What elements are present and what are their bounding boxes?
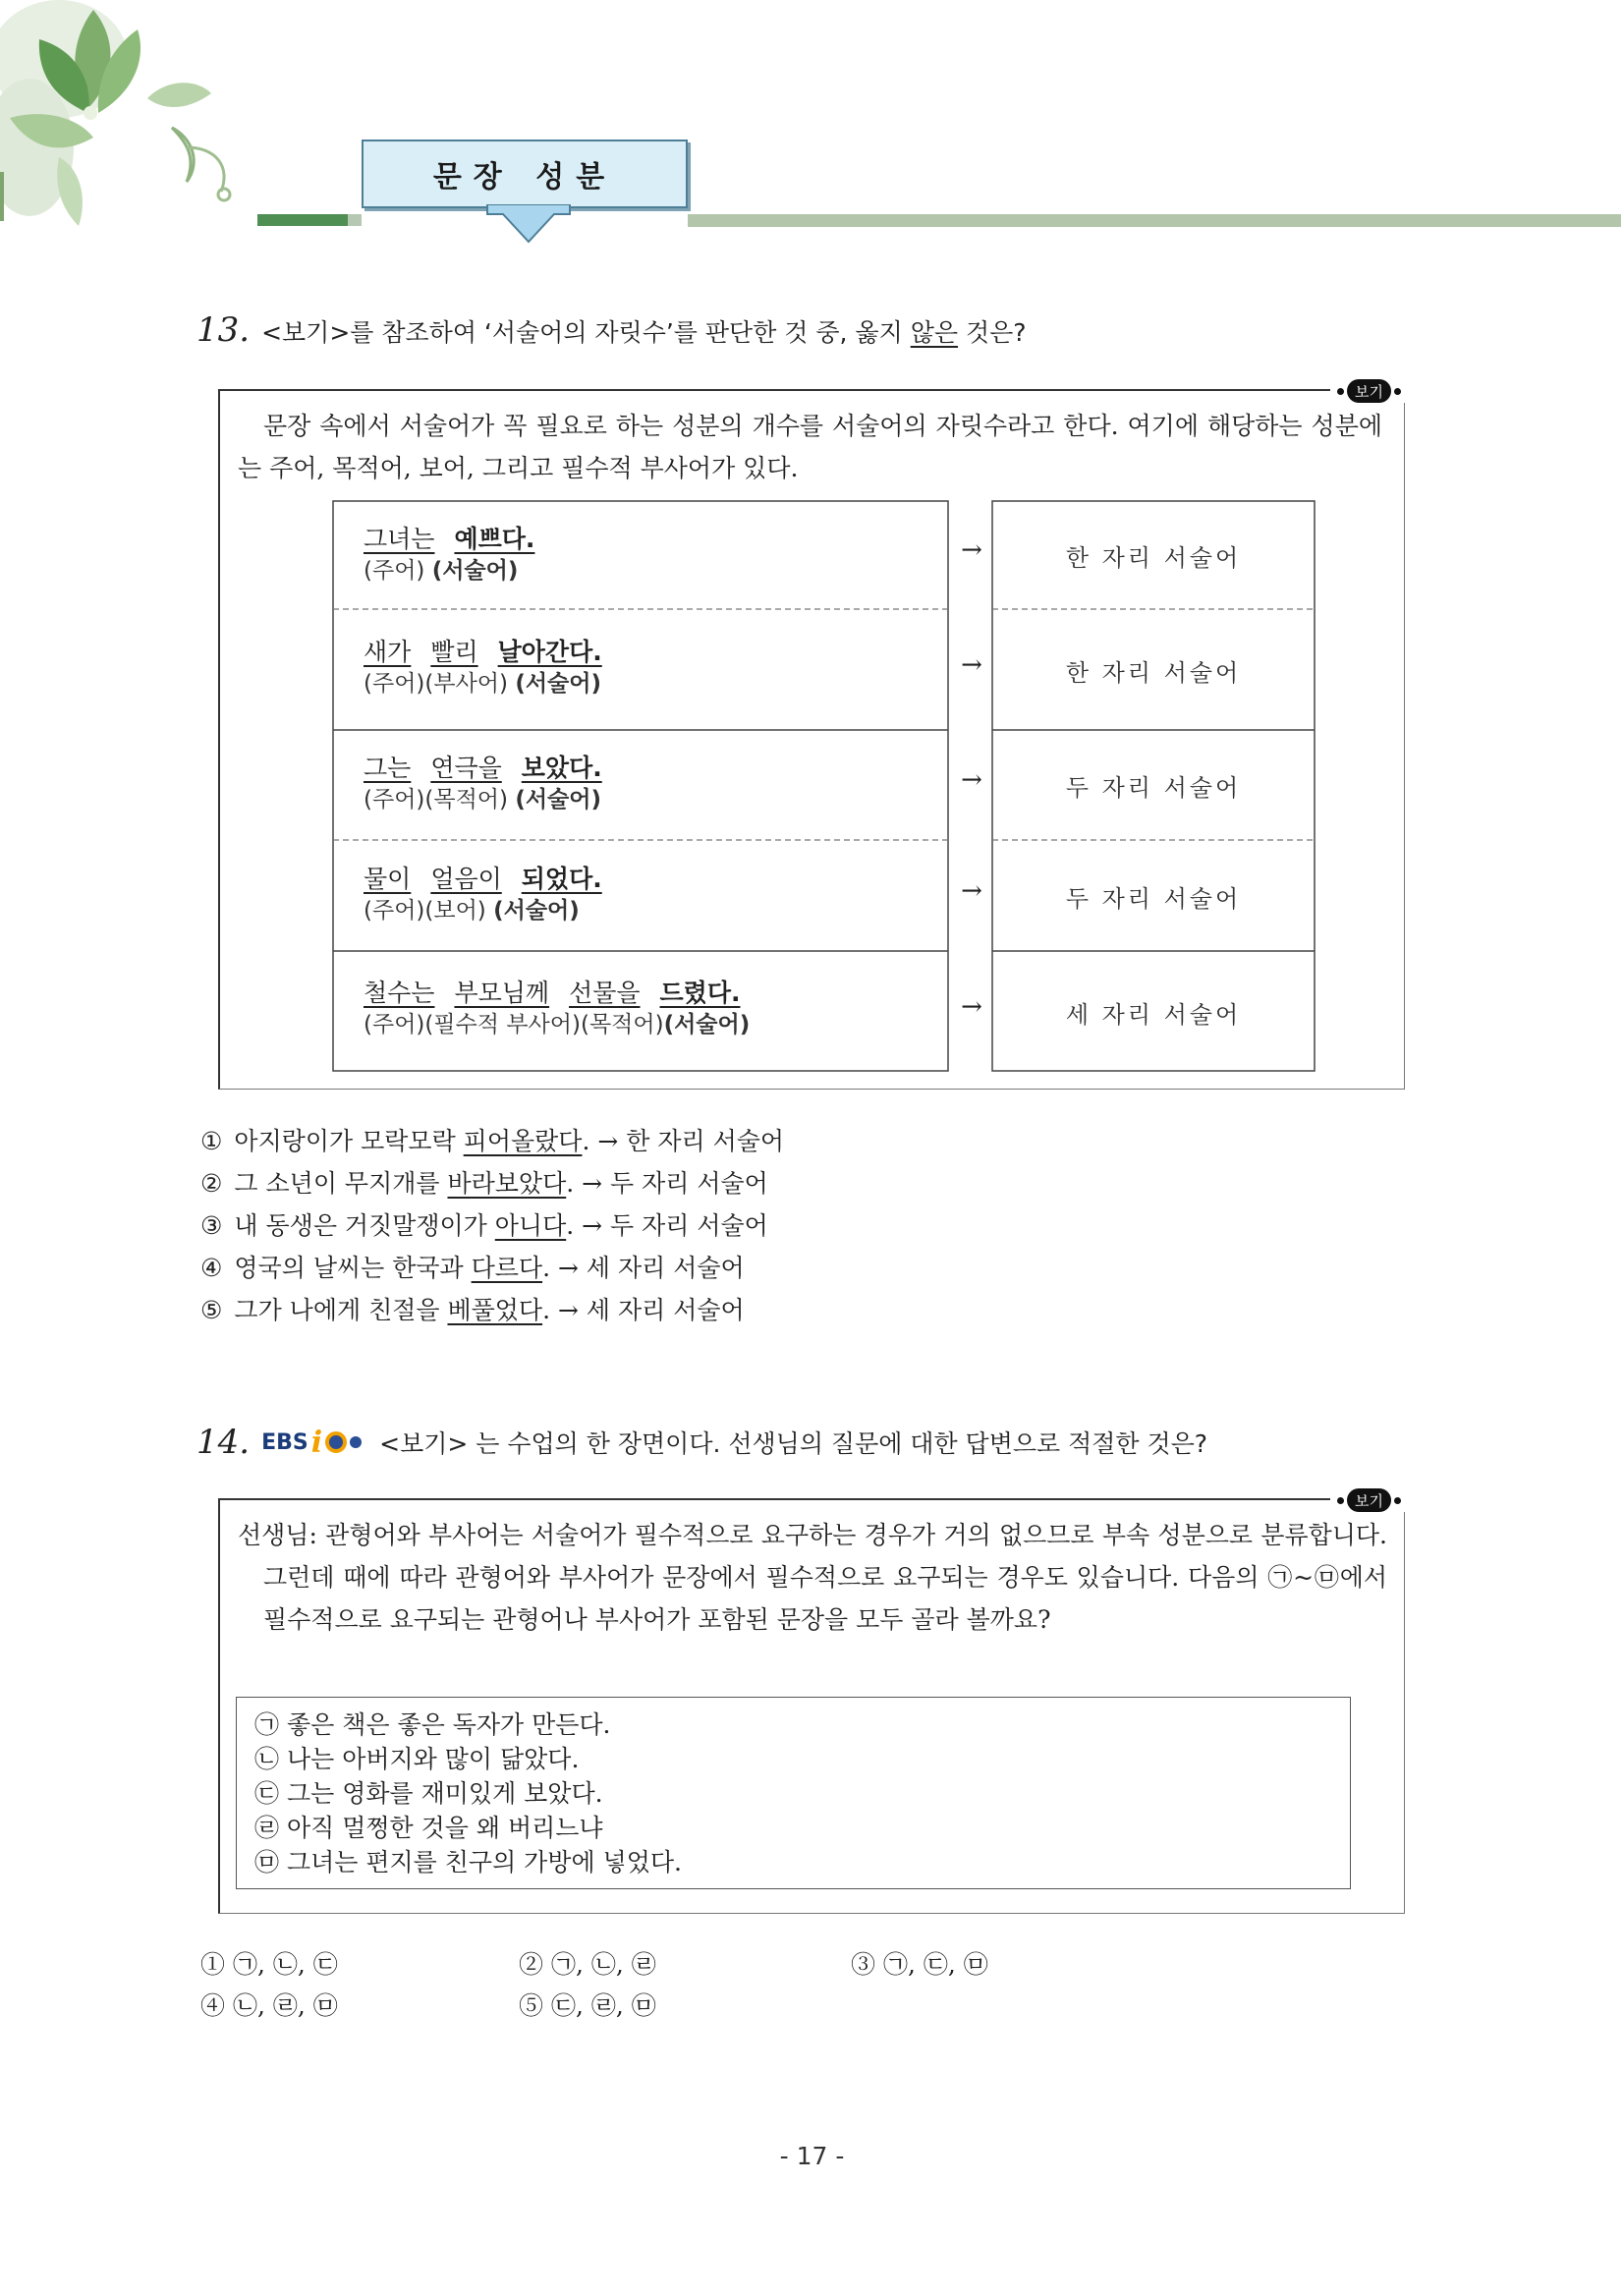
question-prompt-end: 것은? xyxy=(958,318,1027,347)
bogi-label: 보기 xyxy=(1330,1488,1408,1512)
sentence-a: ㉠ 좋은 책은 좋은 독자가 만든다. xyxy=(254,1710,611,1739)
option-1[interactable]: ① 아지랑이가 모락모락 피어올랐다. → 한 자리 서술어 xyxy=(200,1127,785,1155)
option-3[interactable]: ③ 내 동생은 거짓말쟁이가 아니다. → 두 자리 서술어 xyxy=(200,1211,768,1240)
question-prompt: <보기>를 참조하여 ‘서술어의 자릿수’를 판단한 것 중, 옳지 xyxy=(261,318,911,347)
bogi-box-14 xyxy=(218,1491,1405,1914)
sentence-d: ㉣ 아직 멀쩡한 것을 왜 버리느냐 xyxy=(254,1814,603,1842)
sentence-e: ㉤ 그녀는 편지를 친구의 가방에 넣었다. xyxy=(254,1848,682,1876)
sentence-c: ㉢ 그는 영화를 재미있게 보았다. xyxy=(254,1779,603,1808)
result-1: 한 자리 서술어 xyxy=(1065,544,1242,572)
question-prompt: <보기> 는 수업의 한 장면이다. 선생님의 질문에 대한 답변으로 적절한 것은? xyxy=(379,1429,1208,1458)
answer-2[interactable]: ② ㉠, ㉡, ㉣ xyxy=(519,1950,656,1979)
bogi-paragraph: 문장 속에서 서술어가 꼭 필요로 하는 성분의 개수를 서술어의 자릿수라고 한다. 여기에 해당하는 성분에는 주어, 목적어, 보어, 그리고 필수적 부사어가 있다. xyxy=(238,412,1382,482)
option-4[interactable]: ④ 영국의 날씨는 한국과 다르다. → 세 자리 서술어 xyxy=(200,1254,745,1282)
option-5[interactable]: ⑤ 그가 나에게 친절을 베풀었다. → 세 자리 서술어 xyxy=(200,1296,745,1324)
arrow-3: → xyxy=(961,765,982,795)
example-row-3: 그는 연극을 보았다. (주어)(목적어) (서술어) xyxy=(364,754,602,812)
arrow-2: → xyxy=(961,650,982,680)
result-3: 두 자리 서술어 xyxy=(1065,774,1242,802)
answer-3[interactable]: ③ ㉠, ㉢, ㉤ xyxy=(851,1950,988,1979)
sentence-list-box xyxy=(236,1697,1351,1889)
question-number: 14. xyxy=(196,1423,251,1462)
example-row-5: 철수는 부모님께 선물을 드렸다. (주어)(필수적 부사어)(목적어)(서술어) xyxy=(364,979,751,1037)
answer-1[interactable]: ① ㉠, ㉡, ㉢ xyxy=(200,1950,338,1979)
result-2: 한 자리 서술어 xyxy=(1065,659,1242,687)
section-title: 문장 성분 xyxy=(362,140,688,208)
bogi-label: 보기 xyxy=(1330,379,1408,403)
teacher-dialogue xyxy=(238,1514,1387,1641)
result-5: 세 자리 서술어 xyxy=(1065,1001,1242,1029)
arrow-4: → xyxy=(961,876,982,906)
example-row-4: 물이 얼음이 되었다. (주어)(보어) (서술어) xyxy=(364,865,602,924)
example-row-1: 그녀는 예쁘다. (주어) (서술어) xyxy=(364,525,535,584)
page-number: - 17 - xyxy=(779,2142,845,2170)
option-2[interactable]: ② 그 소년이 무지개를 바라보았다. → 두 자리 서술어 xyxy=(200,1169,768,1198)
answer-4[interactable]: ④ ㉡, ㉣, ㉤ xyxy=(200,1991,338,2020)
sentence-b: ㉡ 나는 아버지와 많이 닮았다. xyxy=(254,1745,580,1773)
question-prompt-underlined: 않은 xyxy=(910,318,959,347)
result-4: 두 자리 서술어 xyxy=(1065,885,1242,913)
question-number: 13. xyxy=(196,310,251,350)
teacher-text: 관형어와 부사어는 서술어가 필수적으로 요구하는 경우가 거의 없으므로 부속 성분으로 분류합니다. 그런데 때에 따라 관형어와 부사어가 문장에서 필수적으로 요구되는 경우도 있습니다. 다음의 ㉠~㉤에서 필수적으로 요구되는 관형어나 부사어가 포함된 문장을 모두 골라 볼까요? xyxy=(263,1521,1387,1634)
answer-5[interactable]: ⑤ ㉢, ㉣, ㉤ xyxy=(519,1991,656,2020)
ebs-logo-icon: EBS i xyxy=(261,1426,362,1460)
example-row-2: 새가 빨리 날아간다. (주어)(부사어) (서술어) xyxy=(364,638,602,697)
arrow-5: → xyxy=(961,992,982,1022)
question-14-heading xyxy=(196,1423,1207,1462)
teacher-label: 선생님: xyxy=(238,1521,317,1549)
arrow-1: → xyxy=(961,535,982,565)
